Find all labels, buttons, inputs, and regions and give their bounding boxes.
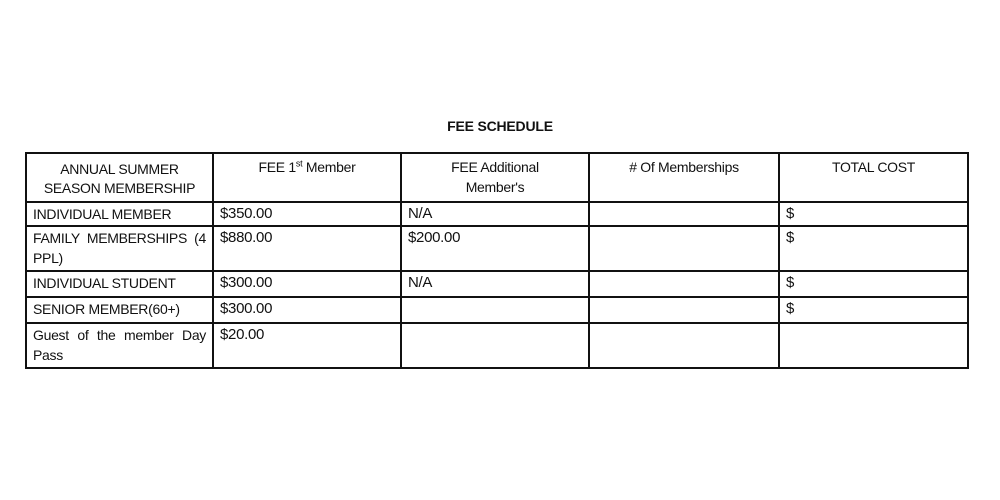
header-line: FEE 1 (258, 159, 296, 175)
header-line: TOTAL COST (831, 159, 916, 175)
memberships-count[interactable] (589, 323, 779, 368)
total-cost[interactable] (779, 323, 968, 368)
total-cost[interactable]: $ (779, 297, 968, 323)
memberships-count[interactable] (589, 226, 779, 271)
table-row (26, 297, 968, 323)
table-row (26, 202, 968, 226)
header-total-cost (779, 153, 968, 202)
fee-additional: N/A (401, 202, 589, 226)
header-fee-first-member (213, 153, 401, 202)
fee-first-member: $300.00 (213, 271, 401, 297)
total-cost[interactable]: $ (779, 226, 968, 271)
table-row (26, 323, 968, 368)
membership-type: INDIVIDUAL MEMBER (26, 202, 213, 226)
header-line: Member (302, 159, 356, 175)
total-cost[interactable]: $ (779, 271, 968, 297)
header-membership-type (26, 153, 213, 202)
fee-additional (401, 297, 589, 323)
membership-type: INDIVIDUAL STUDENT (26, 271, 213, 297)
table-header-row (26, 153, 968, 202)
fee-first-member: $300.00 (213, 297, 401, 323)
header-sup: st (295, 158, 303, 169)
membership-type: FAMILY MEMBERSHIPS (4 PPL) (26, 226, 213, 271)
header-line: SEASON MEMBERSHIP (43, 180, 196, 196)
fee-first-member: $880.00 (213, 226, 401, 271)
document-title: FEE SCHEDULE (447, 118, 553, 134)
total-cost[interactable]: $ (779, 202, 968, 226)
table-row (26, 271, 968, 297)
fee-schedule-table (25, 152, 969, 369)
fee-first-member: $350.00 (213, 202, 401, 226)
fee-first-member: $20.00 (213, 323, 401, 368)
membership-type: Guest of the member Day Pass (26, 323, 213, 368)
membership-type: SENIOR MEMBER(60+) (26, 297, 213, 323)
header-line: Member's (465, 179, 525, 195)
header-fee-additional (401, 153, 589, 202)
memberships-count[interactable] (589, 297, 779, 323)
memberships-count[interactable] (589, 271, 779, 297)
header-line: # Of Memberships (629, 159, 739, 175)
table-row (26, 226, 968, 271)
header-memberships-count (589, 153, 779, 202)
fee-additional (401, 323, 589, 368)
header-line: FEE Additional (451, 159, 539, 175)
fee-additional: N/A (401, 271, 589, 297)
header-line: ANNUAL SUMMER (60, 161, 179, 177)
fee-additional: $200.00 (401, 226, 589, 271)
memberships-count[interactable] (589, 202, 779, 226)
